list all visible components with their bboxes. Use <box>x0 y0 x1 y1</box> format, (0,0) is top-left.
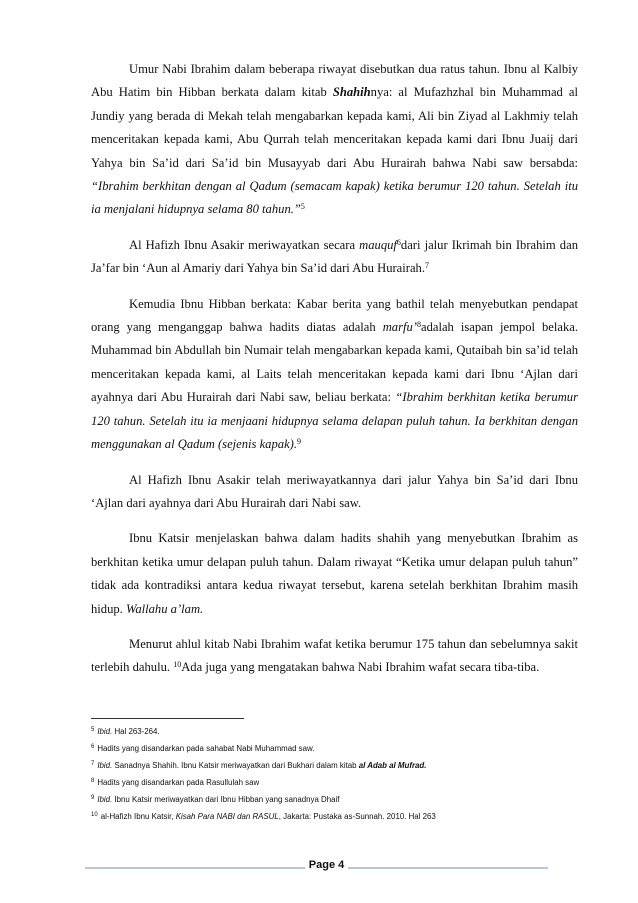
footnote-number: 5 <box>91 727 95 733</box>
italic-text: marfu’ <box>382 320 417 335</box>
bold-italic-text: Shahih <box>332 85 371 100</box>
paragraph <box>91 527 578 621</box>
footnote <box>91 794 591 805</box>
footnote <box>91 726 591 737</box>
paragraph <box>91 58 578 222</box>
text-run: Ada juga yang mengatakan bahwa Nabi Ibrahim wafat secara tiba-tiba. <box>181 660 540 675</box>
footnote-ref: 9 <box>297 437 302 447</box>
body-text <box>91 58 578 692</box>
footnote-number: 7 <box>91 761 95 767</box>
text-run: Ibnu Katsir meriwayatkan dari Ibnu Hibban yang sanadnya Dhaif <box>112 795 340 804</box>
footnote-number: 10 <box>91 812 98 818</box>
paragraph <box>91 633 578 680</box>
footnote <box>91 760 591 771</box>
footnote <box>91 811 591 822</box>
italic-text: Ibid. <box>97 727 113 736</box>
footnote-number: 8 <box>91 778 95 784</box>
footnote-divider <box>91 718 244 719</box>
footnote-number: 9 <box>91 795 95 801</box>
page-number: Page 4 <box>308 859 345 871</box>
text-run: Ibnu Katsir menjelaskan bahwa dalam hadits shahih yang menyebutkan Ibrahim as berkhitan ketika umur delapan puluh tahun. Dalam riwayat “Ketika umur delapan puluh tahun” tidak ada kontradiksi antara kedua riwayat tersebut, karena setelah berkhitan Ibrahim masih hidup. <box>91 531 578 616</box>
text-run: al-Hafizh Ibnu Katsir, <box>100 812 176 821</box>
text-run: nya: al Mufazhzhal bin Muhammad al Jundiy yang berada di Mekah telah mengabarkan kepada kami, Ali bin Ziyad al Lakhmiy telah menceritakan kepada kami, Abu Qurrah telah menceritakan kepada kami dari Ibnu Juaij dari Yahya bin Sa’id dari Sa’id bin Musayyab dari Abu Hurairah bahwa Nabi saw bersabda: <box>91 85 578 170</box>
text-run: Hadits yang disandarkan pada Rasullulah saw <box>97 778 260 787</box>
footnote-ref: 10 <box>173 660 182 670</box>
footnote-ref: 8 <box>416 320 421 330</box>
text-run: Menurut ahlul kitab Nabi Ibrahim wafat ketika berumur 175 tahun dan sebelumnya sakit terlebih dahulu. <box>91 636 578 675</box>
footnote-ref: 6 <box>396 237 401 247</box>
italic-text: “Ibrahim berkhitan ketika berumur 120 tahun. Setelah itu ia menjaani hidupnya selama delapan puluh tahun. Ia berkhitan dengan menggunakan al Qadum (sejenis kapak). <box>91 390 578 452</box>
paragraph <box>91 469 578 516</box>
bold-italic-text: al Adab al Mufrad. <box>358 761 427 770</box>
text-run: , Jakarta: Pustaka as-Sunnah. 2010. Hal 263 <box>278 812 436 821</box>
footnote-ref: 7 <box>425 261 430 271</box>
text-run: Al Hafizh Ibnu Asakir telah meriwayatkannya dari jalur Yahya bin Sa’id dari Ibnu ‘Ajlan dari ayahnya dari Abu Hurairah dari Nabi saw. <box>91 472 578 510</box>
text-run: Al Hafizh Ibnu Asakir meriwayatkan secara <box>129 237 360 252</box>
footer-rule-left <box>85 867 305 869</box>
text-run: Hadits yang disandarkan pada sahabat Nabi Muhammad saw. <box>97 744 315 753</box>
paragraph <box>91 293 578 457</box>
text-run: dari jalur Ikrimah bin Ibrahim dan Ja’far bin ‘Aun al Amariy dari Yahya bin Sa’id dari Abu Hurairah. <box>91 237 578 276</box>
paragraph <box>91 234 578 281</box>
footer-rule-right <box>348 867 548 869</box>
footnote-number: 6 <box>91 744 95 750</box>
text-run: Kemudia Ibnu Hibban berkata: Kabar berita yang bathil telah menyebutkan pendapat orang yang menganggap bahwa hadits diatas adalah <box>91 296 578 335</box>
italic-text: Wallahu a’lam. <box>125 601 204 616</box>
italic-text: Ibid. <box>97 761 113 770</box>
italic-text: Ibid. <box>97 795 113 804</box>
text-run: Umur Nabi Ibrahim dalam beberapa riwayat disebutkan dua ratus tahun. Ibnu al Kalbiy Abu Hatim bin Hibban berkata dalam kitab <box>91 62 578 100</box>
text-run: Sanadnya Shahih. Ibnu Katsir meriwayatkan dari Bukhari dalam kitab <box>112 761 359 770</box>
footnote <box>91 777 591 788</box>
italic-text: “Ibrahim berkhitan dengan al Qadum (semacam kapak) ketika berumur 120 tahun. Setelah itu ia menjalani hidupnya selama 80 tahun.” <box>91 179 578 217</box>
footnote <box>91 743 591 754</box>
footnote-ref: 5 <box>300 202 305 212</box>
italic-text: mauquf <box>359 237 397 252</box>
footnotes <box>91 726 591 828</box>
italic-text: Kisah Para NABI dan RASUL <box>175 812 279 821</box>
text-run: adalah isapan jempol belaka. Muhammad bin Abdullah bin Numair telah mengabarkan kepada kami, Qutaibah bin sa’id telah menceritakan kepada kami, al Laits telah menceritakan kepada kami dari Ibnu ‘Ajlan dari ayahnya dari Abu Hurairah dari Nabi saw, beliau berkata: <box>91 320 579 405</box>
text-run: Hal 263-264. <box>112 727 160 736</box>
